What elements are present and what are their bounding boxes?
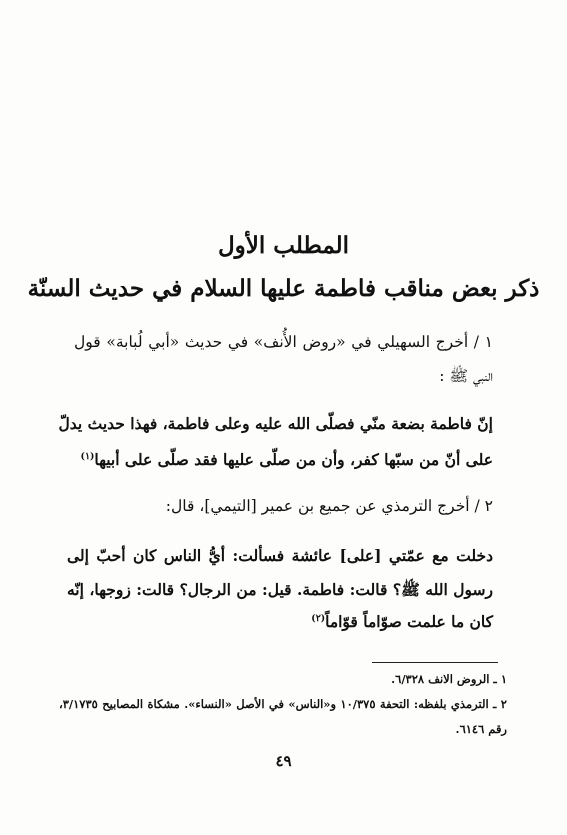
footnote-2-continued: رقم ٦١٤٦. [455, 722, 507, 736]
section-subtitle: ذكر بعض مناقب فاطمة عليها السلام في حديث السنّة [27, 275, 540, 302]
item-2-quote-text: كان ما علمت صوّاماً قوّاماً [325, 612, 493, 631]
page-number: ٤٩ [275, 752, 292, 770]
item-2-quote-line-2: رسول الله ﷺ؟ قالت: فاطمة. قيل: من الرجال؟ قالت: زوجها، إنّه [67, 580, 493, 599]
footnote-ref-2: (٢) [311, 612, 326, 624]
item-1-quote-text: على أنّ من سبّها كفر، وأن من صلّى عليها فقد صلّى على أبيها [94, 450, 493, 469]
footnote-2: ٢ ـ الترمذي بلفظه: التحفة ١٠/٣٧٥ و«الناس» في الأصل «النساء». مشكاة المصابيح ٣/١٧٣٥، [59, 697, 507, 711]
item-2-quote-line-3 [311, 612, 493, 631]
item-1-quote-line-1: إنّ فاطمة بضعة منّي فصلّى الله عليه وعلى فاطمة، فهذا حديث يدلّ [58, 414, 493, 433]
item-1-quote-line-2 [81, 450, 493, 469]
item-1-intro-line-2: النبي ﷺ : [439, 367, 493, 385]
footnote-1: ١ ـ الروض الانف ٦/٣٢٨. [391, 672, 507, 686]
footnote-ref-1: (١) [80, 450, 95, 462]
section-title: المطلب الأول [217, 232, 350, 259]
item-1-intro-line-1: ١ / أخرج السهيلي في «روض الأُنف» في حديث «أبي لُبابة» قول [74, 333, 493, 351]
footnote-divider [372, 662, 498, 663]
item-2-quote-line-1: دخلت مع عمّتي [على] عائشة فسألت: أيُّ الناس كان أحبّ إلى [67, 546, 493, 565]
item-2-intro-line: ٢ / أخرج الترمذي عن جميع بن عمير [التيمي]، قال: [165, 497, 493, 515]
